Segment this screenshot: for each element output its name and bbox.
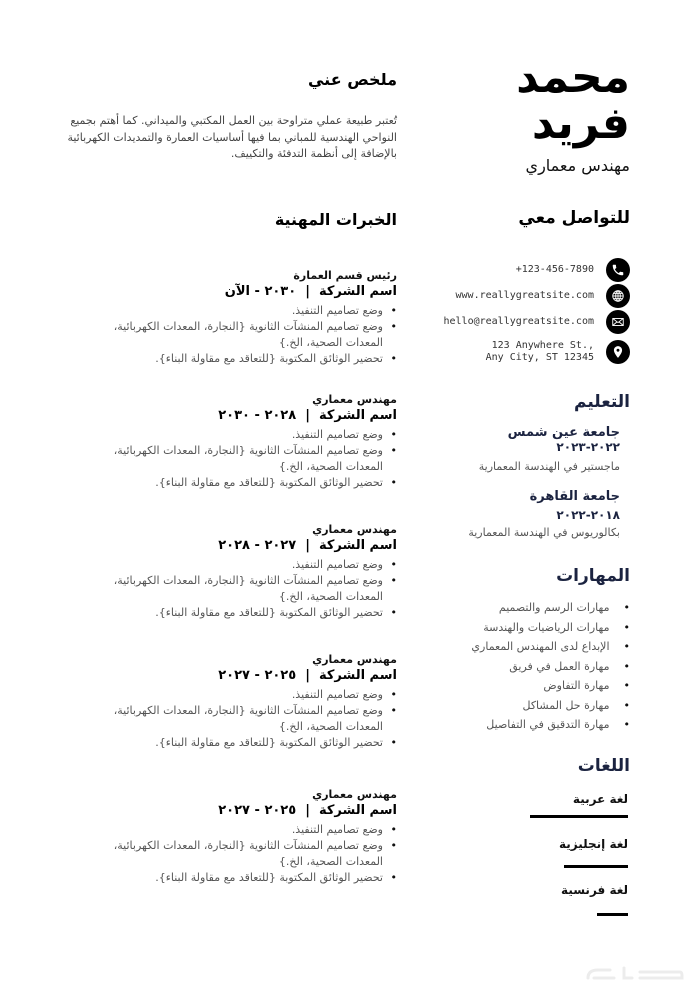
contact-website: [370, 283, 630, 309]
duty-item: • وضع تصاميم التنفيذ.: [77, 557, 397, 573]
university-name: جامعة عين شمس: [507, 425, 620, 440]
experience-item: [77, 522, 397, 621]
duty-item: • وضع تصاميم التنفيذ.: [77, 427, 397, 443]
job-period: ٢٠٣٠ - الآن: [224, 284, 297, 299]
candidate-name: [430, 52, 630, 149]
skill-item: • مهارات الرياضيات والهندسة: [380, 618, 630, 638]
watermark-logo: [584, 964, 684, 982]
duty-item: • وضع تصاميم التنفيذ.: [77, 687, 397, 703]
job-title: مهندس معماري: [525, 156, 630, 175]
job-company-line: [77, 283, 397, 300]
language-level-bar: [530, 815, 628, 818]
job-role: مهندس معماري: [312, 393, 397, 406]
job-duties: [77, 557, 397, 621]
globe-icon: [606, 284, 630, 308]
job-company-line: [77, 667, 397, 684]
job-role: مهندس معماري: [312, 523, 397, 536]
about-text: تُعتبر طبيعة عملي متراوحة بين العمل المكتبي والميداني. كما أهتم بجميع النواحي الهندسية للمباني بما فيها أساسيات العمارة والتمديدات الكهربائية بالإضافة إلى أنظمة التدفئة والتكييف.: [67, 114, 397, 160]
experience-item: [77, 652, 397, 751]
degree: ماجستير في الهندسة المعمارية: [478, 460, 620, 473]
address-line-1: 123 Anywhere St.,: [491, 340, 594, 351]
experience-item: [77, 392, 397, 491]
phone-number[interactable]: +123-456-7890: [515, 264, 594, 275]
languages-section-title: اللغات: [577, 756, 630, 776]
education-section-title: التعليم: [574, 392, 630, 412]
duty-item: • تحضير الوثائق المكتوبة {للتعاقد مع مقاولة البناء}.: [77, 735, 397, 751]
language-level-bar: [564, 865, 628, 868]
website-link[interactable]: www.reallygreatsite.com: [455, 290, 594, 301]
degree: بكالوريوس في الهندسة المعمارية: [468, 526, 620, 539]
job-role: رئيس قسم العمارة: [293, 269, 397, 282]
language-name: لغة إنجليزية: [558, 837, 628, 851]
university-name: جامعة القاهرة: [529, 489, 620, 504]
skills-section-title: المهارات: [556, 566, 630, 586]
mail-icon: [606, 310, 630, 334]
experience-item: [77, 268, 397, 367]
location-pin-icon: [606, 340, 630, 364]
language-name: لغة فرنسية: [561, 883, 628, 897]
skill-item: • مهارات الرسم والتصميم: [380, 598, 630, 618]
job-role: مهندس معماري: [312, 653, 397, 666]
job-period: ٢٠٢٨ - ٢٠٣٠: [218, 408, 297, 423]
job-period: ٢٠٢٥ - ٢٠٢٧: [218, 668, 297, 683]
duty-item: • تحضير الوثائق المكتوبة {للتعاقد مع مقاولة البناء}.: [77, 351, 397, 367]
education-years: ٢٠١٨-٢٠٢٢: [556, 508, 620, 522]
duty-item: • وضع تصاميم المنشآت الثانوية {النجارة، المعدات الكهربائية، المعدات الصحية، الخ.}: [77, 319, 397, 351]
contact-section-title: للتواصل معي: [518, 208, 630, 228]
job-company-line: [77, 407, 397, 424]
job-company-line: [77, 537, 397, 554]
job-company-line: [77, 802, 397, 819]
contact-email: [370, 309, 630, 335]
separator: |: [305, 668, 310, 683]
duty-item: • وضع تصاميم التنفيذ.: [77, 303, 397, 319]
job-period: ٢٠٢٧ - ٢٠٢٨: [218, 538, 297, 553]
duty-item: • وضع تصاميم التنفيذ.: [77, 822, 397, 838]
separator: |: [305, 803, 310, 818]
job-duties: [77, 822, 397, 886]
skill-item: • مهارة العمل في فريق: [380, 657, 630, 677]
duty-item: • تحضير الوثائق المكتوبة {للتعاقد مع مقاولة البناء}.: [77, 870, 397, 886]
experience-item: [77, 787, 397, 886]
separator: |: [305, 408, 310, 423]
duty-item: • وضع تصاميم المنشآت الثانوية {النجارة، المعدات الكهربائية، المعدات الصحية، الخ.}: [77, 573, 397, 605]
first-name: محمد: [516, 52, 630, 103]
duty-item: • وضع تصاميم المنشآت الثانوية {النجارة، المعدات الكهربائية، المعدات الصحية، الخ.}: [77, 703, 397, 735]
job-duties: [77, 427, 397, 491]
job-duties: [77, 687, 397, 751]
duty-item: • وضع تصاميم المنشآت الثانوية {النجارة، المعدات الكهربائية، المعدات الصحية، الخ.}: [77, 443, 397, 475]
skill-item: • مهارة التدقيق في التفاصيل: [380, 715, 630, 735]
duty-item: • وضع تصاميم المنشآت الثانوية {النجارة، المعدات الكهربائية، المعدات الصحية، الخ.}: [77, 838, 397, 870]
job-duties: [77, 303, 397, 367]
duty-item: • تحضير الوثائق المكتوبة {للتعاقد مع مقاولة البناء}.: [77, 475, 397, 491]
experience-section-title: الخبرات المهنية: [274, 210, 397, 229]
contact-address: [370, 335, 630, 369]
company-name: اسم الشركة: [318, 668, 397, 683]
education-item: [380, 425, 620, 473]
address-text: [486, 340, 594, 364]
contact-phone: [370, 257, 630, 283]
education-years: ٢٠٢٢-٢٠٢٣: [556, 440, 620, 454]
skill-item: • مهارة حل المشاكل: [380, 696, 630, 716]
company-name: اسم الشركة: [318, 284, 397, 299]
job-role: مهندس معماري: [312, 788, 397, 801]
skills-list: [380, 598, 630, 735]
last-name: فريد: [531, 98, 630, 149]
phone-icon: [606, 258, 630, 282]
company-name: اسم الشركة: [318, 538, 397, 553]
company-name: اسم الشركة: [318, 408, 397, 423]
separator: |: [305, 538, 310, 553]
contact-list: [370, 257, 630, 369]
separator: |: [305, 284, 310, 299]
language-name: لغة عربية: [572, 792, 628, 806]
skill-item: • الإبداع لدى المهندس المعماري: [380, 637, 630, 657]
skill-item: • مهارة التفاوض: [380, 676, 630, 696]
duty-item: • تحضير الوثائق المكتوبة {للتعاقد مع مقاولة البناء}.: [77, 605, 397, 621]
address-line-2: Any City, ST 12345: [485, 352, 594, 363]
language-level-bar: [597, 913, 628, 916]
company-name: اسم الشركة: [318, 803, 397, 818]
email-link[interactable]: hello@reallygreatsite.com: [443, 316, 594, 327]
job-period: ٢٠٢٥ - ٢٠٢٧: [218, 803, 297, 818]
about-section-title: ملخص عني: [307, 70, 397, 89]
education-item: [380, 489, 620, 539]
